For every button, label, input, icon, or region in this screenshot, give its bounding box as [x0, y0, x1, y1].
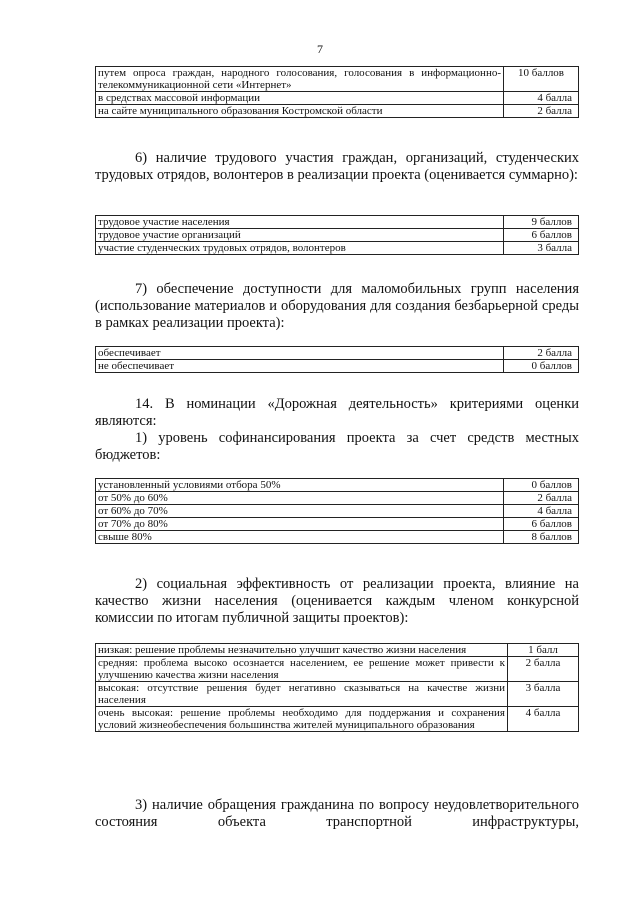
table-row	[96, 518, 579, 531]
criterion-score: 3 балла	[504, 242, 579, 255]
criterion-text: трудовое участие населения	[96, 216, 504, 229]
criterion-text: свыше 80%	[96, 531, 504, 544]
table-row	[96, 105, 579, 118]
criterion-score: 2 балла	[508, 657, 579, 682]
table-accessibility	[95, 346, 579, 373]
criterion-score: 9 баллов	[504, 216, 579, 229]
criterion-text: в средствах массовой информации	[96, 92, 504, 105]
criterion-text: средняя: проблема высоко осознается населением, ее решение может привести к улучшению качества жизни населения	[96, 657, 508, 682]
table-row	[96, 657, 579, 682]
criterion-score: 0 баллов	[504, 360, 579, 373]
criterion-text: трудовое участие организаций	[96, 229, 504, 242]
criterion-text: очень высокая: решение проблемы необходимо для поддержания и сохранения условий жизнеобеспечения большинства жителей муниципального образования	[96, 707, 508, 732]
table-public-opinion	[95, 66, 579, 118]
table-row	[96, 505, 579, 518]
paragraph-social-efficiency: 2) социальная эффективность от реализации проекта, влияние на качество жизни населения (оценивается каждым членом конкурсной комиссии по итогам публичной защиты проектов):	[95, 576, 579, 626]
criterion-text: от 50% до 60%	[96, 492, 504, 505]
criterion-text: установленный условиями отбора 50%	[96, 479, 504, 492]
paragraph-citizen-appeal: 3) наличие обращения гражданина по вопросу неудовлетворительного состояния объекта транспортной инфраструктуры,	[95, 797, 579, 830]
criterion-score: 2 балла	[504, 492, 579, 505]
page-number: 7	[317, 42, 323, 56]
criterion-score: 6 баллов	[504, 229, 579, 242]
criterion-score: 0 баллов	[504, 479, 579, 492]
paragraph-accessibility: 7) обеспечение доступности для маломобильных групп населения (использование материалов и оборудования для создания безбарьерной среды в рамках реализации проекта):	[95, 281, 579, 331]
table-cofinancing	[95, 478, 579, 544]
criterion-score: 1 балл	[508, 644, 579, 657]
table-row	[96, 347, 579, 360]
table-row	[96, 92, 579, 105]
table-row	[96, 216, 579, 229]
criterion-text: от 60% до 70%	[96, 505, 504, 518]
table-row	[96, 67, 579, 92]
table-row	[96, 360, 579, 373]
criterion-text: высокая: отсутствие решения будет негативно сказываться на качестве жизни населения	[96, 682, 508, 707]
criterion-score: 2 балла	[504, 105, 579, 118]
table-row	[96, 682, 579, 707]
table-labor-participation	[95, 215, 579, 255]
paragraph-cofinancing: 1) уровень софинансирования проекта за счет средств местных бюджетов:	[95, 430, 579, 463]
table-row	[96, 644, 579, 657]
paragraph-nomination-road: 14. В номинации «Дорожная деятельность» критериями оценки являются:	[95, 396, 579, 429]
criterion-text: низкая: решение проблемы незначительно улучшит качество жизни населения	[96, 644, 508, 657]
criterion-score: 10 баллов	[504, 67, 579, 92]
criterion-score: 8 баллов	[504, 531, 579, 544]
paragraph-labor-participation: 6) наличие трудового участия граждан, организаций, студенческих трудовых отрядов, волонтеров в реализации проекта (оценивается суммарно):	[95, 150, 579, 183]
criterion-score: 4 балла	[504, 92, 579, 105]
table-row	[96, 479, 579, 492]
criterion-text: обеспечивает	[96, 347, 504, 360]
criterion-score: 3 балла	[508, 682, 579, 707]
criterion-text: путем опроса граждан, народного голосования, голосования в информационно-телекоммуникационной сети «Интернет»	[96, 67, 504, 92]
criterion-score: 2 балла	[504, 347, 579, 360]
criterion-text: от 70% до 80%	[96, 518, 504, 531]
criterion-text: не обеспечивает	[96, 360, 504, 373]
criterion-score: 4 балла	[504, 505, 579, 518]
table-row	[96, 242, 579, 255]
criterion-text: участие студенческих трудовых отрядов, волонтеров	[96, 242, 504, 255]
table-row	[96, 229, 579, 242]
table-social-efficiency	[95, 643, 579, 732]
table-row	[96, 531, 579, 544]
table-row	[96, 707, 579, 732]
criterion-score: 4 балла	[508, 707, 579, 732]
criterion-text: на сайте муниципального образования Костромской области	[96, 105, 504, 118]
criterion-score: 6 баллов	[504, 518, 579, 531]
table-row	[96, 492, 579, 505]
